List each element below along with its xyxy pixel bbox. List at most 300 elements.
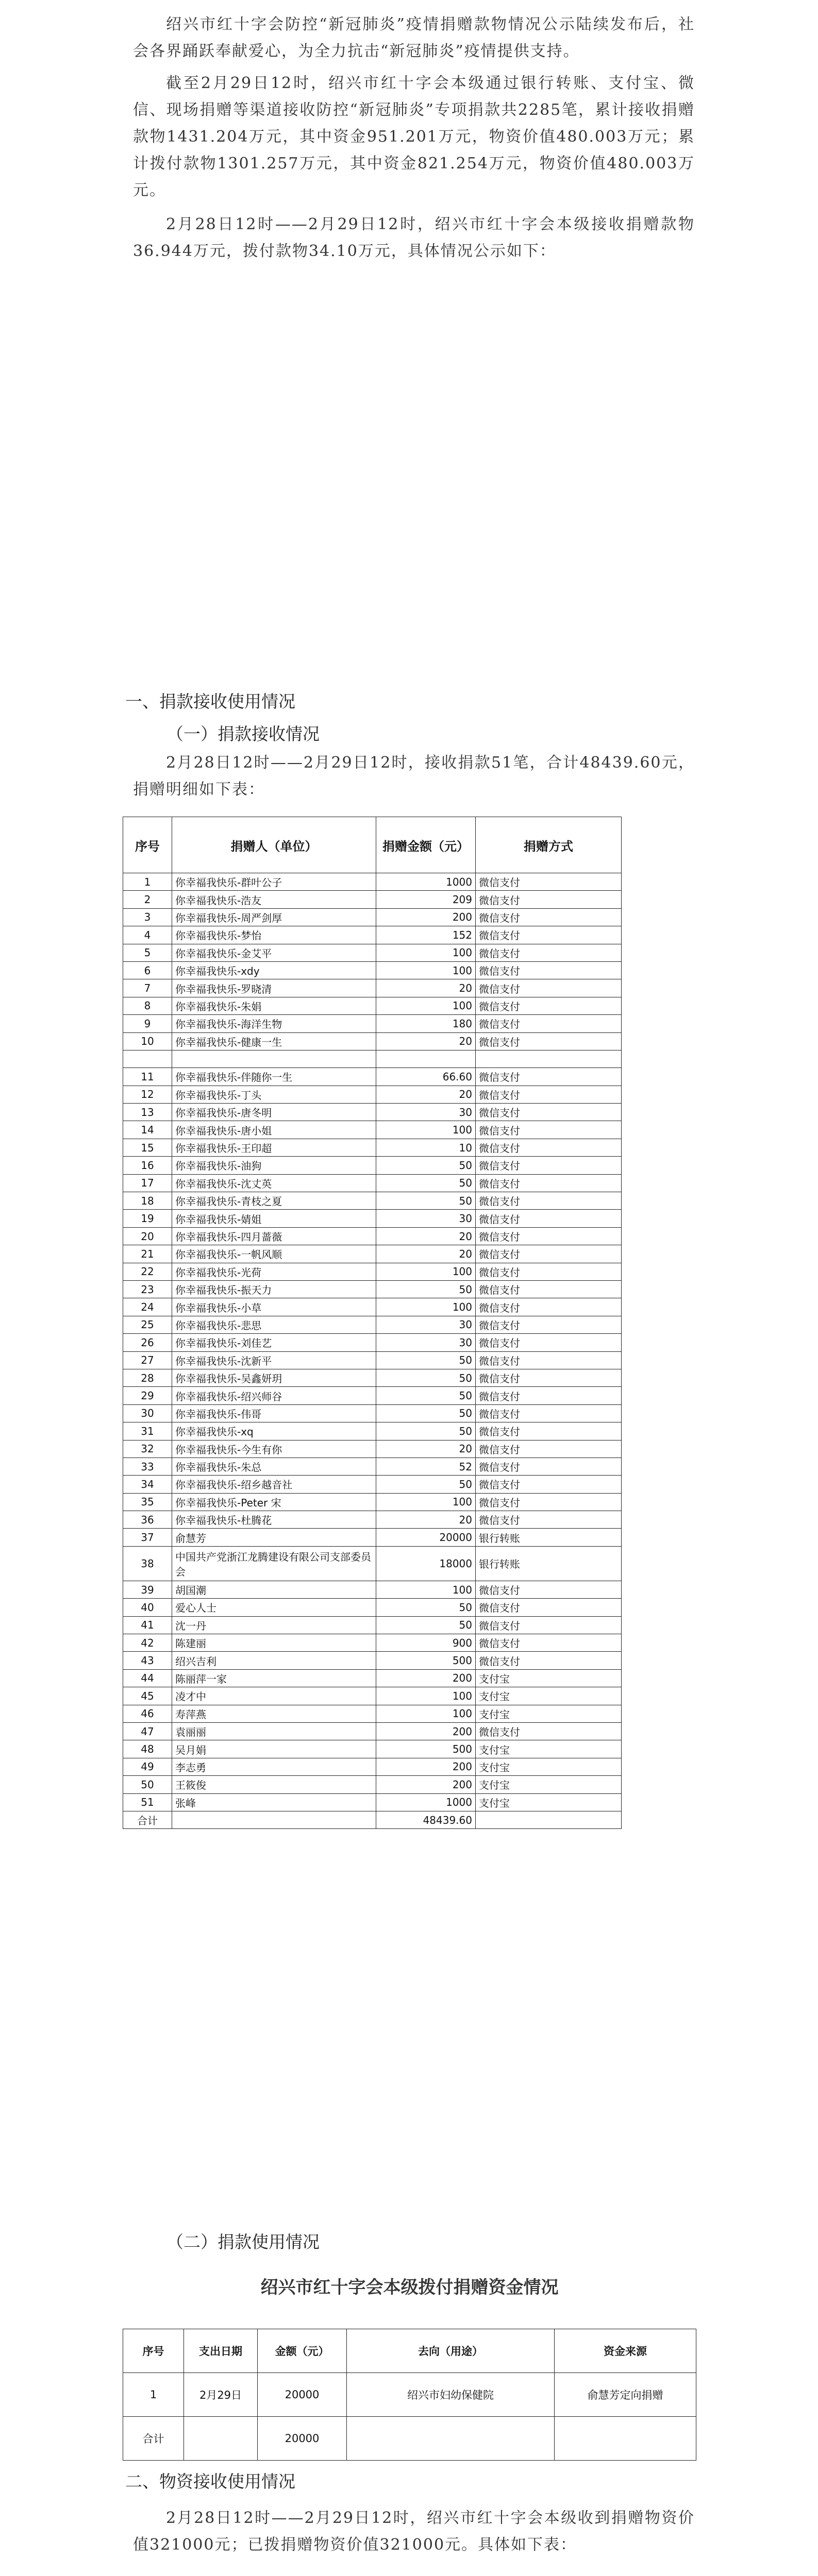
- donation-row: [123, 1793, 622, 1811]
- donation-no: 31: [123, 1422, 172, 1440]
- donation-row: [123, 1634, 622, 1652]
- header-donor: 捐赠人（单位）: [172, 817, 376, 873]
- donation-donor: 你幸福我快乐-朱娟: [172, 997, 376, 1014]
- donation-method: 支付宝: [476, 1687, 622, 1705]
- donation-donor: 你幸福我快乐-伴随你一生: [172, 1068, 376, 1086]
- donation-amount: 20: [376, 1440, 476, 1458]
- donation-no: 48: [123, 1740, 172, 1758]
- donation-row: [123, 1104, 622, 1121]
- section-2-text: 2月28日12时——2月29日12时，绍兴市红十字会本级收到捐赠物资价值321000元；已拨捐赠物资价值321000元。具体如下表：: [133, 2509, 695, 2554]
- alloc-header-amount: 金额（元）: [258, 2329, 347, 2373]
- allocation-table-title: 绍兴市红十字会本级拨付捐赠资金情况: [260, 2277, 559, 2298]
- donation-no: 28: [123, 1369, 172, 1386]
- donation-row: [123, 1298, 622, 1316]
- donation-donor: 你幸福我快乐-四月蔷薇: [172, 1227, 376, 1245]
- alloc-no: 1: [123, 2373, 184, 2417]
- donation-no: 9: [123, 1015, 172, 1032]
- donation-no: 18: [123, 1192, 172, 1210]
- donation-method: 微信支付: [476, 1121, 622, 1139]
- donation-amount: 100: [376, 1263, 476, 1280]
- donation-donor: 你幸福我快乐-梦怡: [172, 926, 376, 944]
- donation-amount: 100: [376, 961, 476, 979]
- donation-row: [123, 1015, 622, 1032]
- donation-amount: 50: [376, 1351, 476, 1369]
- donation-row: [123, 1369, 622, 1386]
- donation-method: 微信支付: [476, 997, 622, 1014]
- donation-table-header: [123, 817, 622, 873]
- section-1-title: 一、捐款接收使用情况: [125, 691, 295, 711]
- donation-donor: 绍兴吉利: [172, 1652, 376, 1669]
- donation-donor: 你幸福我快乐-Peter 宋: [172, 1493, 376, 1511]
- donation-method: 微信支付: [476, 1015, 622, 1032]
- header-amount: 捐赠金额（元）: [376, 817, 476, 873]
- donation-method: 微信支付: [476, 1263, 622, 1280]
- donation-method: 微信支付: [476, 1458, 622, 1475]
- donation-row: [123, 1599, 622, 1616]
- donation-donor: 中国共产党浙江龙腾建设有限公司支部委员会: [172, 1546, 376, 1581]
- donation-row: [123, 1740, 622, 1758]
- donation-row: [123, 1687, 622, 1705]
- donation-donor: 你幸福我快乐-周严剑厚: [172, 908, 376, 926]
- donation-no: 8: [123, 997, 172, 1014]
- donation-method: 微信支付: [476, 1210, 622, 1227]
- donation-no: 38: [123, 1546, 172, 1581]
- donation-table: [123, 817, 622, 1829]
- donation-amount: 30: [376, 1334, 476, 1351]
- donation-donor: 你幸福我快乐-油狗: [172, 1157, 376, 1174]
- donation-row: [123, 1174, 622, 1192]
- donation-row: [123, 1669, 622, 1687]
- donation-amount: 100: [376, 1581, 476, 1598]
- donation-amount: 20: [376, 979, 476, 997]
- donation-donor: 袁丽丽: [172, 1722, 376, 1740]
- donation-no: 12: [123, 1086, 172, 1103]
- donation-donor: 你幸福我快乐-绍乡越音社: [172, 1476, 376, 1493]
- donation-no: 合计: [123, 1811, 172, 1828]
- donation-donor: 你幸福我快乐-青枝之夏: [172, 1192, 376, 1210]
- donation-no: 14: [123, 1121, 172, 1139]
- donation-row: [123, 1263, 622, 1280]
- donation-amount: 20: [376, 1511, 476, 1529]
- donation-no: 1: [123, 873, 172, 891]
- donation-donor: 吴月娟: [172, 1740, 376, 1758]
- donation-donor: 李志勇: [172, 1758, 376, 1775]
- donation-row: [123, 961, 622, 979]
- donation-method: 微信支付: [476, 1511, 622, 1529]
- donation-no: 27: [123, 1351, 172, 1369]
- donation-row: [123, 1192, 622, 1210]
- donation-no: 22: [123, 1263, 172, 1280]
- donation-row: [123, 1032, 622, 1050]
- donation-amount: 50: [376, 1422, 476, 1440]
- donation-row: [123, 1157, 622, 1174]
- alloc-total-date: [184, 2417, 258, 2461]
- donation-method: 微信支付: [476, 908, 622, 926]
- donation-donor: 你幸福我快乐-王印超: [172, 1139, 376, 1156]
- donation-method: 微信支付: [476, 1227, 622, 1245]
- donation-no: 15: [123, 1139, 172, 1156]
- donation-amount: 180: [376, 1015, 476, 1032]
- alloc-date: 2月29日: [184, 2373, 258, 2417]
- donation-no: 32: [123, 1440, 172, 1458]
- donation-amount: 100: [376, 1121, 476, 1139]
- donation-row: [123, 1476, 622, 1493]
- donation-no: 7: [123, 979, 172, 997]
- donation-no: 45: [123, 1687, 172, 1705]
- donation-no: 2: [123, 891, 172, 908]
- allocation-total-row: [123, 2417, 696, 2461]
- alloc-header-source: 资金来源: [555, 2329, 696, 2373]
- donation-row: [123, 908, 622, 926]
- donation-donor: 你幸福我快乐-唐冬明: [172, 1104, 376, 1121]
- donation-amount: 100: [376, 1687, 476, 1705]
- donation-row: [123, 873, 622, 891]
- donation-table-body: [123, 873, 622, 1829]
- donation-no: 33: [123, 1458, 172, 1475]
- donation-amount: 50: [376, 1476, 476, 1493]
- donation-amount: 500: [376, 1740, 476, 1758]
- donation-method: 微信支付: [476, 1493, 622, 1511]
- donation-donor: 张峰: [172, 1793, 376, 1811]
- donation-no: 43: [123, 1652, 172, 1669]
- donation-amount: 50: [376, 1369, 476, 1386]
- donation-amount: 100: [376, 1298, 476, 1316]
- donation-amount: 200: [376, 1669, 476, 1687]
- donation-row: [123, 1458, 622, 1475]
- donation-method: 微信支付: [476, 1174, 622, 1192]
- donation-no: 47: [123, 1722, 172, 1740]
- donation-no: 41: [123, 1616, 172, 1634]
- donation-donor: 你幸福我快乐-婧姐: [172, 1210, 376, 1227]
- donation-no: 50: [123, 1776, 172, 1793]
- donation-method: 微信支付: [476, 1422, 622, 1440]
- donation-amount: 50: [376, 1157, 476, 1174]
- donation-amount: 200: [376, 1758, 476, 1775]
- alloc-header-destination: 去向（用途）: [347, 2329, 555, 2373]
- donation-donor: 你幸福我快乐-罗晓清: [172, 979, 376, 997]
- header-no: 序号: [123, 817, 172, 873]
- donation-amount: 52: [376, 1458, 476, 1475]
- alloc-total-destination: [347, 2417, 555, 2461]
- donation-amount: 30: [376, 1210, 476, 1227]
- alloc-header-no: 序号: [123, 2329, 184, 2373]
- allocation-table: [123, 2329, 696, 2461]
- donation-donor: 你幸福我快乐-沈新平: [172, 1351, 376, 1369]
- donation-no: 49: [123, 1758, 172, 1775]
- donation-amount: 1000: [376, 873, 476, 891]
- donation-no: 26: [123, 1334, 172, 1351]
- donation-donor: 你幸福我快乐-金艾平: [172, 944, 376, 961]
- donation-row: [123, 944, 622, 961]
- alloc-destination: 绍兴市妇幼保健院: [347, 2373, 555, 2417]
- donation-amount: 66.60: [376, 1068, 476, 1086]
- donation-donor: 你幸福我快乐-今生有你: [172, 1440, 376, 1458]
- donation-method: 支付宝: [476, 1705, 622, 1722]
- section-1-sub-1-text-wrap: [133, 750, 695, 803]
- donation-method: 微信支付: [476, 1086, 622, 1103]
- donation-row: [123, 926, 622, 944]
- donation-donor: 你幸福我快乐-悲思: [172, 1316, 376, 1333]
- donation-donor: 你幸福我快乐-振天力: [172, 1280, 376, 1298]
- donation-method: 微信支付: [476, 891, 622, 908]
- donation-method: 微信支付: [476, 1068, 622, 1086]
- donation-method: 微信支付: [476, 1032, 622, 1050]
- donation-method: 微信支付: [476, 1652, 622, 1669]
- donation-amount: 200: [376, 908, 476, 926]
- donation-no: 35: [123, 1493, 172, 1511]
- donation-amount: 50: [376, 1192, 476, 1210]
- donation-no: 39: [123, 1581, 172, 1598]
- donation-amount: 50: [376, 1387, 476, 1404]
- donation-no: 30: [123, 1404, 172, 1422]
- section-1-sub-1: （一）捐款接收情况: [166, 724, 320, 744]
- donation-amount: 900: [376, 1634, 476, 1652]
- donation-donor: 爱心人士: [172, 1599, 376, 1616]
- donation-donor: 你幸福我快乐-群叶公子: [172, 873, 376, 891]
- donation-method: 银行转账: [476, 1546, 622, 1581]
- donation-row: [123, 1776, 622, 1793]
- donation-amount: 1000: [376, 1793, 476, 1811]
- donation-donor: 胡国潮: [172, 1581, 376, 1598]
- intro-paragraph-3: 2月28日12时——2月29日12时，绍兴市红十字会本级接收捐赠款物36.944万元，拨付款物34.10万元，具体情况公示如下：: [133, 215, 695, 260]
- donation-method: 微信支付: [476, 1476, 622, 1493]
- donation-amount: 10: [376, 1139, 476, 1156]
- donation-amount: 50: [376, 1174, 476, 1192]
- donation-method: 微信支付: [476, 1334, 622, 1351]
- donation-donor: 你幸福我快乐-健康一生: [172, 1032, 376, 1050]
- donation-amount: 100: [376, 997, 476, 1014]
- intro-paragraph-2: 截至2月29日12时，绍兴市红十字会本级通过银行转账、支付宝、微信、现场捐赠等渠道接收防控“新冠肺炎”专项捐款共2285笔，累计接收捐赠款物1431.204万元，其中资金951.201万元，物资价值480.003万元；累计拨付款物1301.257万元，其中资金821.254万元，物资价值480.003万元。: [133, 74, 695, 199]
- donation-row: [123, 1440, 622, 1458]
- donation-amount: 20: [376, 1227, 476, 1245]
- donation-donor: 你幸福我快乐-浩友: [172, 891, 376, 908]
- donation-amount: 100: [376, 1493, 476, 1511]
- donation-amount: 100: [376, 944, 476, 961]
- donation-row: [123, 1351, 622, 1369]
- donation-row: [123, 1652, 622, 1669]
- donation-row: [123, 1334, 622, 1351]
- donation-row: [123, 1616, 622, 1634]
- donation-amount: 152: [376, 926, 476, 944]
- donation-row: [123, 1546, 622, 1581]
- allocation-header-row: [123, 2329, 696, 2373]
- donation-donor: 你幸福我快乐-绍兴师谷: [172, 1387, 376, 1404]
- donation-method: 微信支付: [476, 1440, 622, 1458]
- donation-amount: 500: [376, 1652, 476, 1669]
- donation-donor: 你幸福我快乐-杜腾花: [172, 1511, 376, 1529]
- donation-method: 微信支付: [476, 1634, 622, 1652]
- donation-row: [123, 1758, 622, 1775]
- donation-method: 微信支付: [476, 1280, 622, 1298]
- donation-method: 微信支付: [476, 1351, 622, 1369]
- donation-method: 微信支付: [476, 1298, 622, 1316]
- donation-method: 支付宝: [476, 1740, 622, 1758]
- donation-method: 微信支付: [476, 1157, 622, 1174]
- donation-amount: 200: [376, 1776, 476, 1793]
- donation-donor: 你幸福我快乐-海洋生物: [172, 1015, 376, 1032]
- donation-row: [123, 1121, 622, 1139]
- donation-no: 6: [123, 961, 172, 979]
- donation-row: [123, 1404, 622, 1422]
- alloc-amount: 20000: [258, 2373, 347, 2417]
- donation-method: 微信支付: [476, 1369, 622, 1386]
- donation-row: [123, 1493, 622, 1511]
- donation-method: 微信支付: [476, 926, 622, 944]
- donation-row: [123, 1280, 622, 1298]
- donation-no: 25: [123, 1316, 172, 1333]
- donation-row: [123, 1511, 622, 1529]
- donation-donor: 你幸福我快乐-刘佳艺: [172, 1334, 376, 1351]
- alloc-header-date: 支出日期: [184, 2329, 258, 2373]
- donation-row: [123, 1529, 622, 1546]
- donation-method: 微信支付: [476, 1387, 622, 1404]
- donation-row: [123, 1422, 622, 1440]
- donation-no: 24: [123, 1298, 172, 1316]
- donation-no: 29: [123, 1387, 172, 1404]
- donation-no: 5: [123, 944, 172, 961]
- donation-row: [123, 1139, 622, 1156]
- donation-row: [123, 1316, 622, 1333]
- donation-method: 支付宝: [476, 1776, 622, 1793]
- donation-row: [123, 1068, 622, 1086]
- donation-donor: 你幸福我快乐-丁头: [172, 1086, 376, 1103]
- donation-no: 17: [123, 1174, 172, 1192]
- donation-amount: 20000: [376, 1529, 476, 1546]
- donation-method: 支付宝: [476, 1669, 622, 1687]
- donation-donor: 王筱俊: [172, 1776, 376, 1793]
- donation-row: [123, 1227, 622, 1245]
- donation-amount: 200: [376, 1722, 476, 1740]
- alloc-source: 俞慧芳定向捐赠: [555, 2373, 696, 2417]
- section-2-text-wrap: [133, 2505, 695, 2558]
- donation-no: 37: [123, 1529, 172, 1546]
- donation-method: 微信支付: [476, 961, 622, 979]
- donation-donor: 你幸福我快乐-沈丈英: [172, 1174, 376, 1192]
- donation-donor: [172, 1811, 376, 1828]
- donation-row: [123, 979, 622, 997]
- donation-method: 微信支付: [476, 873, 622, 891]
- donation-method: 银行转账: [476, 1529, 622, 1546]
- donation-method: 微信支付: [476, 1104, 622, 1121]
- donation-amount: 18000: [376, 1546, 476, 1581]
- donation-no: 19: [123, 1210, 172, 1227]
- donation-no: 11: [123, 1068, 172, 1086]
- donation-no: 34: [123, 1476, 172, 1493]
- donation-donor: 你幸福我快乐-xdy: [172, 961, 376, 979]
- donation-no: 42: [123, 1634, 172, 1652]
- donation-row: [123, 1722, 622, 1740]
- donation-no: 21: [123, 1245, 172, 1263]
- donation-amount: [376, 1050, 476, 1067]
- donation-method: 微信支付: [476, 1599, 622, 1616]
- allocation-row: [123, 2373, 696, 2417]
- donation-method: 支付宝: [476, 1793, 622, 1811]
- donation-no: 46: [123, 1705, 172, 1722]
- donation-donor: 你幸福我快乐-一帆风顺: [172, 1245, 376, 1263]
- donation-amount: 100: [376, 1705, 476, 1722]
- intro-paragraph-1: 绍兴市红十字会防控“新冠肺炎”疫情捐赠款物情况公示陆续发布后，社会各界踊跃奉献爱心，为全力抗击“新冠肺炎”疫情提供支持。: [133, 15, 695, 60]
- donation-amount: 50: [376, 1404, 476, 1422]
- header-method: 捐赠方式: [476, 817, 622, 873]
- donation-amount: 50: [376, 1280, 476, 1298]
- donation-method: 微信支付: [476, 944, 622, 961]
- donation-amount: 20: [376, 1086, 476, 1103]
- donation-row: [123, 1050, 622, 1067]
- donation-total-row: [123, 1811, 622, 1828]
- donation-donor: 寿萍燕: [172, 1705, 376, 1722]
- donation-method: 微信支付: [476, 1139, 622, 1156]
- donation-row: [123, 1581, 622, 1598]
- donation-no: 20: [123, 1227, 172, 1245]
- section-1-sub-1-text: 2月28日12时——2月29日12时，接收捐款51笔，合计48439.60元，捐赠明细如下表：: [133, 754, 695, 799]
- donation-row: [123, 997, 622, 1014]
- alloc-total-label: 合计: [123, 2417, 184, 2461]
- donation-donor: 沈一丹: [172, 1616, 376, 1634]
- donation-no: 44: [123, 1669, 172, 1687]
- donation-no: 4: [123, 926, 172, 944]
- section-1-sub-2: （二）捐款使用情况: [166, 2232, 320, 2252]
- donation-row: [123, 1705, 622, 1722]
- donation-amount: 50: [376, 1599, 476, 1616]
- section-2-title: 二、物资接收使用情况: [125, 2471, 295, 2492]
- alloc-total-amount: 20000: [258, 2417, 347, 2461]
- donation-amount: 209: [376, 891, 476, 908]
- donation-method: 微信支付: [476, 1192, 622, 1210]
- donation-no: 23: [123, 1280, 172, 1298]
- donation-no: 16: [123, 1157, 172, 1174]
- donation-donor: 你幸福我快乐-吴鑫妍玥: [172, 1369, 376, 1386]
- intro-section: [133, 11, 695, 265]
- donation-method: 微信支付: [476, 1722, 622, 1740]
- donation-method: 微信支付: [476, 1616, 622, 1634]
- donation-donor: 你幸福我快乐-xq: [172, 1422, 376, 1440]
- donation-donor: 凌才中: [172, 1687, 376, 1705]
- donation-row: [123, 1086, 622, 1103]
- donation-donor: 你幸福我快乐-伟哥: [172, 1404, 376, 1422]
- donation-amount: 30: [376, 1316, 476, 1333]
- donation-donor: 你幸福我快乐-唐小姐: [172, 1121, 376, 1139]
- donation-donor: 陈建丽: [172, 1634, 376, 1652]
- donation-donor: [172, 1050, 376, 1067]
- donation-amount: 50: [376, 1616, 476, 1634]
- donation-row: [123, 1387, 622, 1404]
- donation-amount: 20: [376, 1032, 476, 1050]
- donation-amount: 48439.60: [376, 1811, 476, 1828]
- donation-amount: 20: [376, 1245, 476, 1263]
- donation-method: [476, 1050, 622, 1067]
- donation-no: [123, 1050, 172, 1067]
- donation-no: 51: [123, 1793, 172, 1811]
- donation-donor: 你幸福我快乐-小草: [172, 1298, 376, 1316]
- donation-donor: 你幸福我快乐-光荷: [172, 1263, 376, 1280]
- donation-no: 40: [123, 1599, 172, 1616]
- donation-method: 支付宝: [476, 1758, 622, 1775]
- donation-amount: 30: [376, 1104, 476, 1121]
- alloc-total-source: [555, 2417, 696, 2461]
- donation-method: 微信支付: [476, 1316, 622, 1333]
- donation-donor: 俞慧芳: [172, 1529, 376, 1546]
- donation-no: 36: [123, 1511, 172, 1529]
- donation-row: [123, 1245, 622, 1263]
- donation-method: [476, 1811, 622, 1828]
- donation-method: 微信支付: [476, 1581, 622, 1598]
- donation-no: 3: [123, 908, 172, 926]
- donation-method: 微信支付: [476, 1404, 622, 1422]
- donation-row: [123, 1210, 622, 1227]
- donation-no: 10: [123, 1032, 172, 1050]
- donation-method: 微信支付: [476, 1245, 622, 1263]
- donation-donor: 你幸福我快乐-朱总: [172, 1458, 376, 1475]
